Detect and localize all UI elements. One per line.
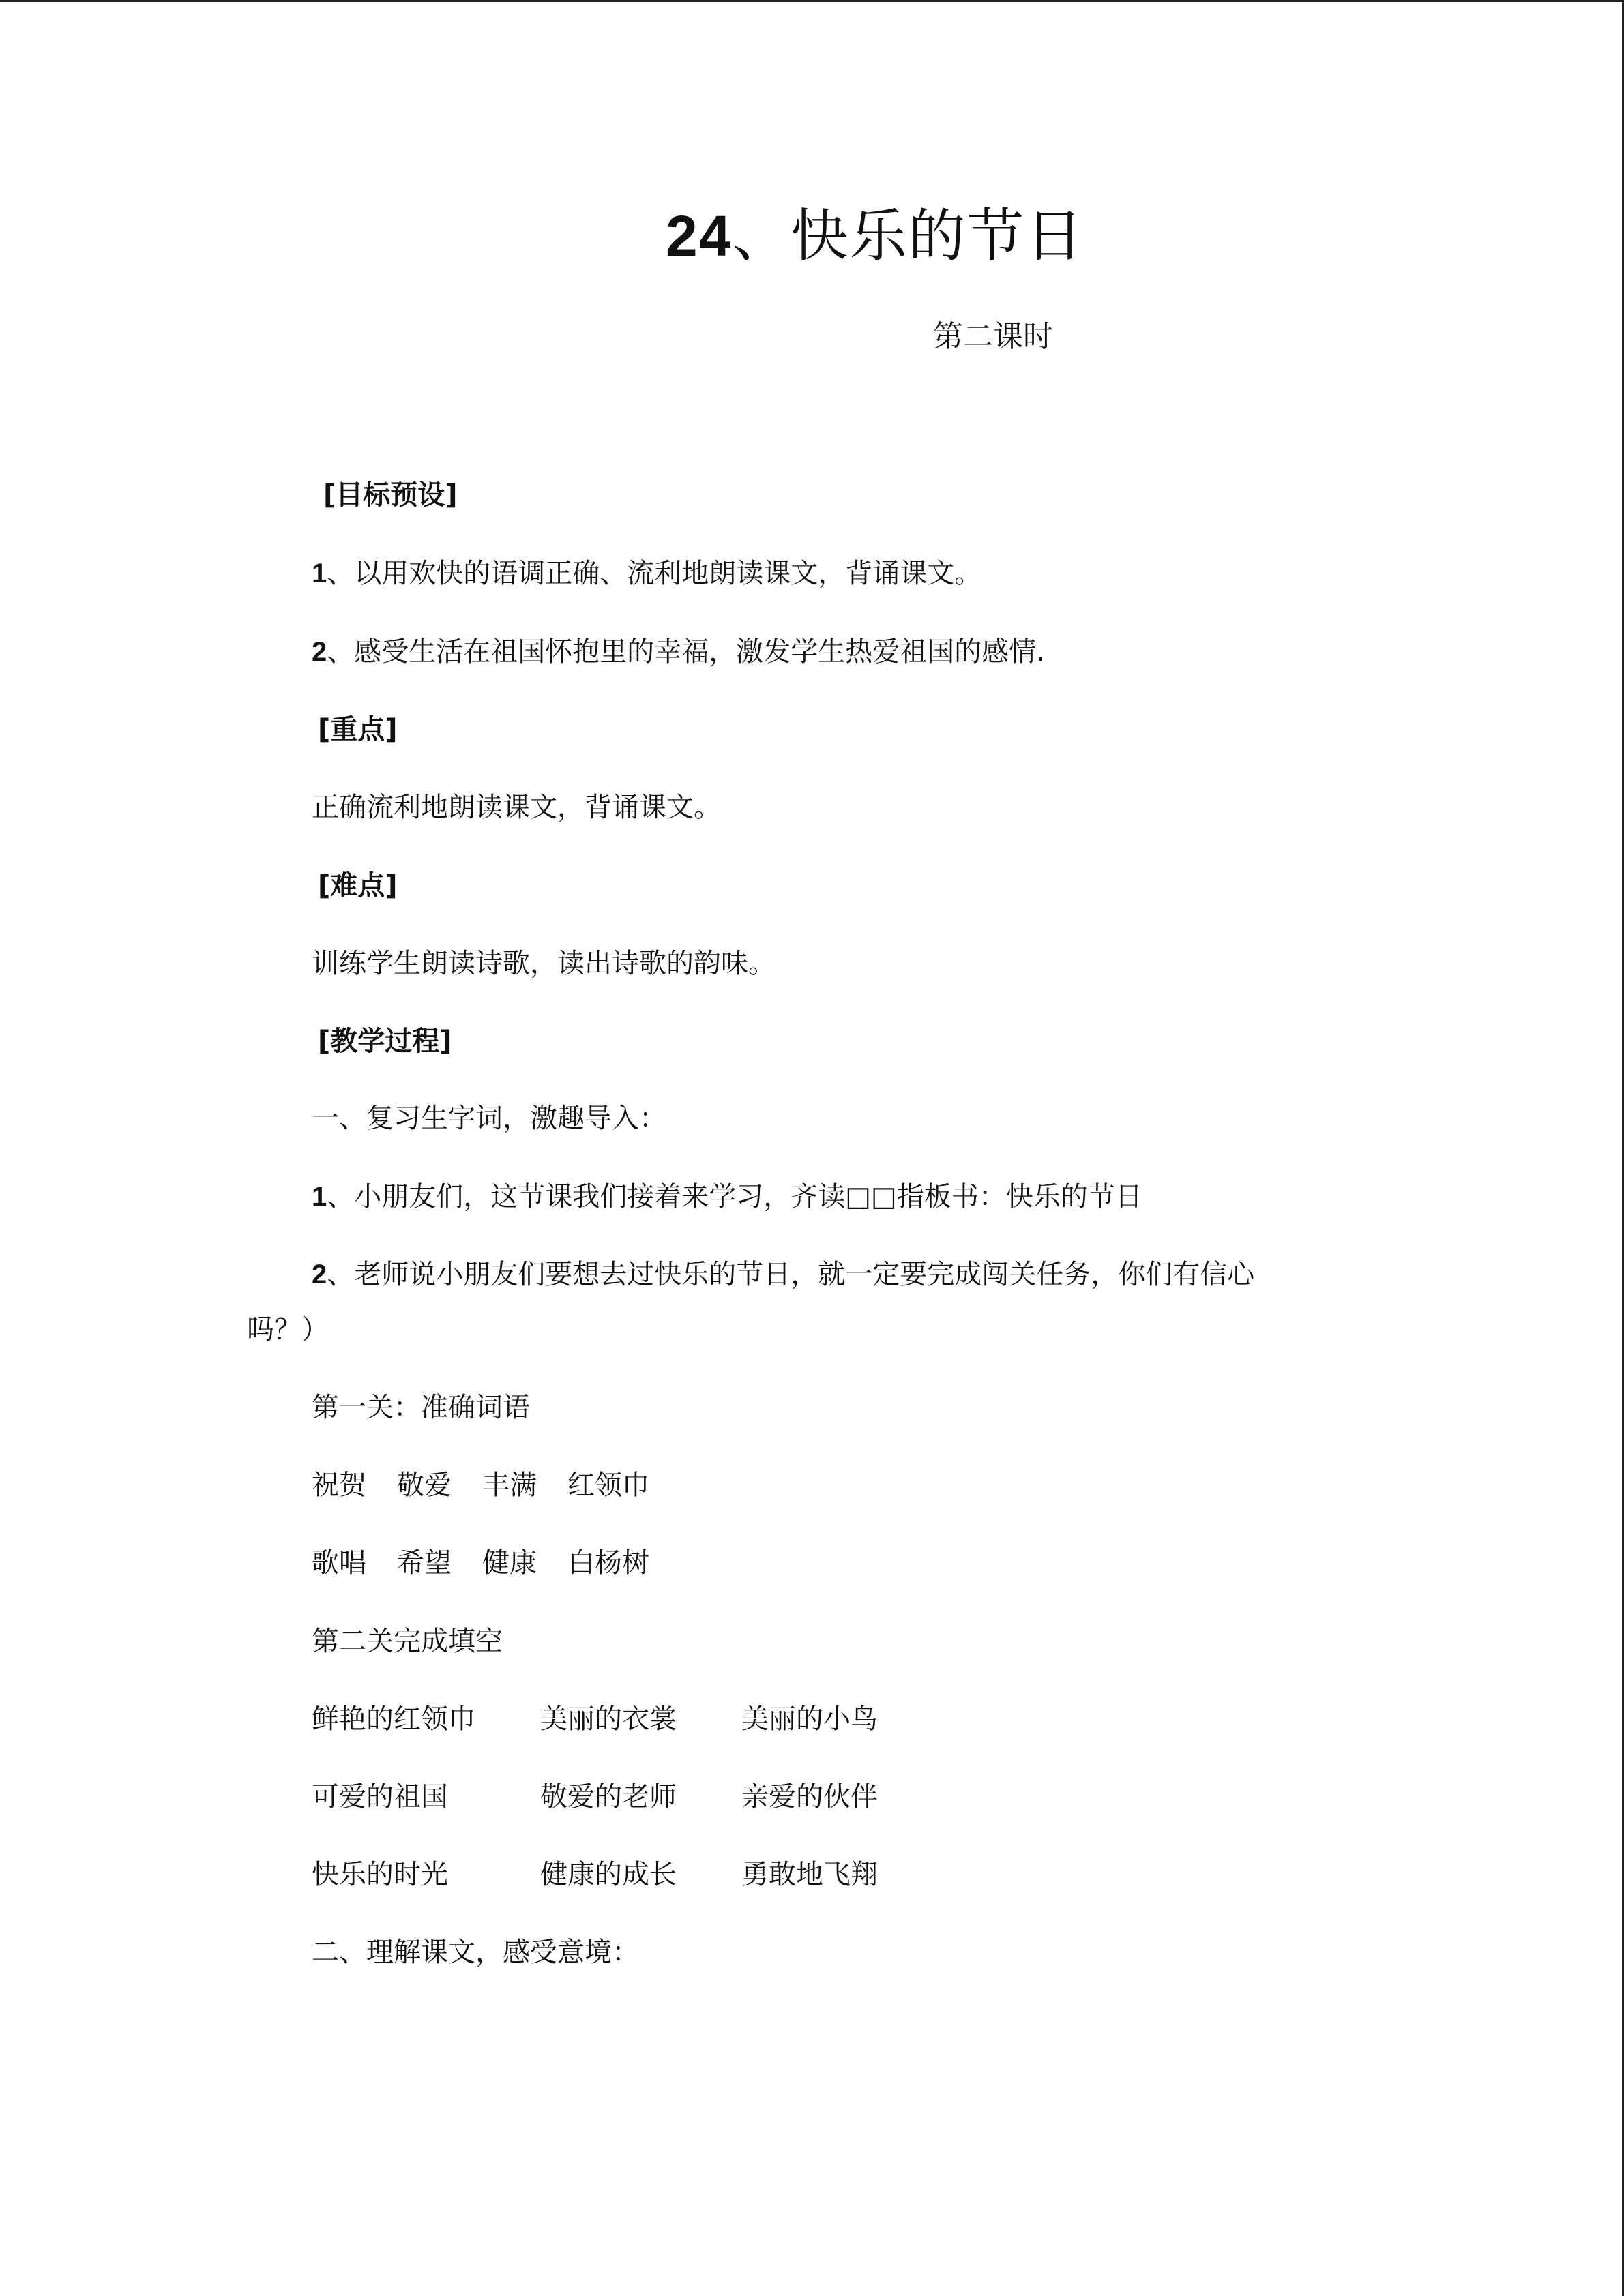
step-1-text: 、小朋友们，这节课我们接着来学习，齐读□□指板书：快乐的节日 (327, 1181, 1142, 1212)
step-2-continuation: 吗？） (247, 1314, 329, 1345)
phrase-item: 勇敢地飞翔 (741, 1859, 878, 1890)
goal-2-number: 2 (312, 637, 327, 667)
difficulty-text: 训练学生朗读诗歌，读出诗歌的韵味。 (312, 948, 776, 979)
top-border (0, 0, 1624, 2)
words-row-1 (312, 1467, 649, 1503)
phrase-item: 鲜艳的红领巾 (312, 1703, 475, 1735)
phrase-item: 健康的成长 (540, 1859, 677, 1890)
goal-1-text: 、以用欢快的语调正确、流利地朗读课文，背诵课文。 (327, 558, 982, 589)
page-title (666, 202, 1084, 270)
section-2-heading: 二、理解课文，感受意境： (312, 1937, 639, 1968)
difficulty-heading: [难点] (318, 870, 398, 901)
phrase-item: 美丽的小鸟 (741, 1703, 878, 1735)
phrase-item: 敬爱的老师 (540, 1781, 677, 1813)
key-text: 正确流利地朗读课文，背诵课文。 (312, 792, 721, 823)
step-1 (312, 1179, 1142, 1214)
phrases-row-1 (312, 1701, 878, 1737)
word-item: 歌唱 (312, 1547, 366, 1579)
phrase-item: 快乐的时光 (312, 1859, 448, 1890)
step-2 (312, 1257, 1254, 1292)
key-heading: [重点] (318, 714, 398, 745)
words-row-2 (312, 1545, 649, 1581)
level-2-heading: 第二关完成填空 (312, 1626, 503, 1657)
word-item: 白杨树 (567, 1547, 649, 1579)
phrase-item: 可爱的祖国 (312, 1781, 448, 1813)
process-heading: [教学过程] (318, 1026, 452, 1057)
word-item: 红领巾 (567, 1470, 649, 1501)
word-item: 希望 (397, 1547, 452, 1579)
title-number: 24 (666, 204, 733, 268)
word-item: 敬爱 (397, 1470, 452, 1501)
step-1-number: 1 (312, 1182, 327, 1212)
subtitle: 第二课时 (933, 319, 1053, 354)
phrases-row-3 (312, 1857, 878, 1892)
step-2-text: 、老师说小朋友们要想去过快乐的节日，就一定要完成闯关任务，你们有信心 (327, 1259, 1255, 1290)
title-text: 、快乐的节日 (732, 203, 1084, 269)
goal-2 (312, 634, 1045, 670)
phrase-item: 美丽的衣裳 (540, 1703, 677, 1735)
word-item: 丰满 (482, 1470, 537, 1501)
goal-1 (312, 556, 981, 591)
word-item: 健康 (482, 1547, 537, 1579)
phrases-row-2 (312, 1779, 878, 1815)
step-2-number: 2 (312, 1259, 327, 1289)
word-item: 祝贺 (312, 1470, 366, 1501)
section-1-heading: 一、复习生字词，激趣导入： (312, 1103, 666, 1134)
level-1-heading: 第一关：准确词语 (312, 1392, 530, 1423)
goals-heading: [目标预设] (323, 479, 458, 511)
goal-1-number: 1 (312, 558, 327, 588)
phrase-item: 亲爱的伙伴 (741, 1781, 878, 1813)
goal-2-text: 、感受生活在祖国怀抱里的幸福，激发学生热爱祖国的感情. (327, 636, 1045, 668)
